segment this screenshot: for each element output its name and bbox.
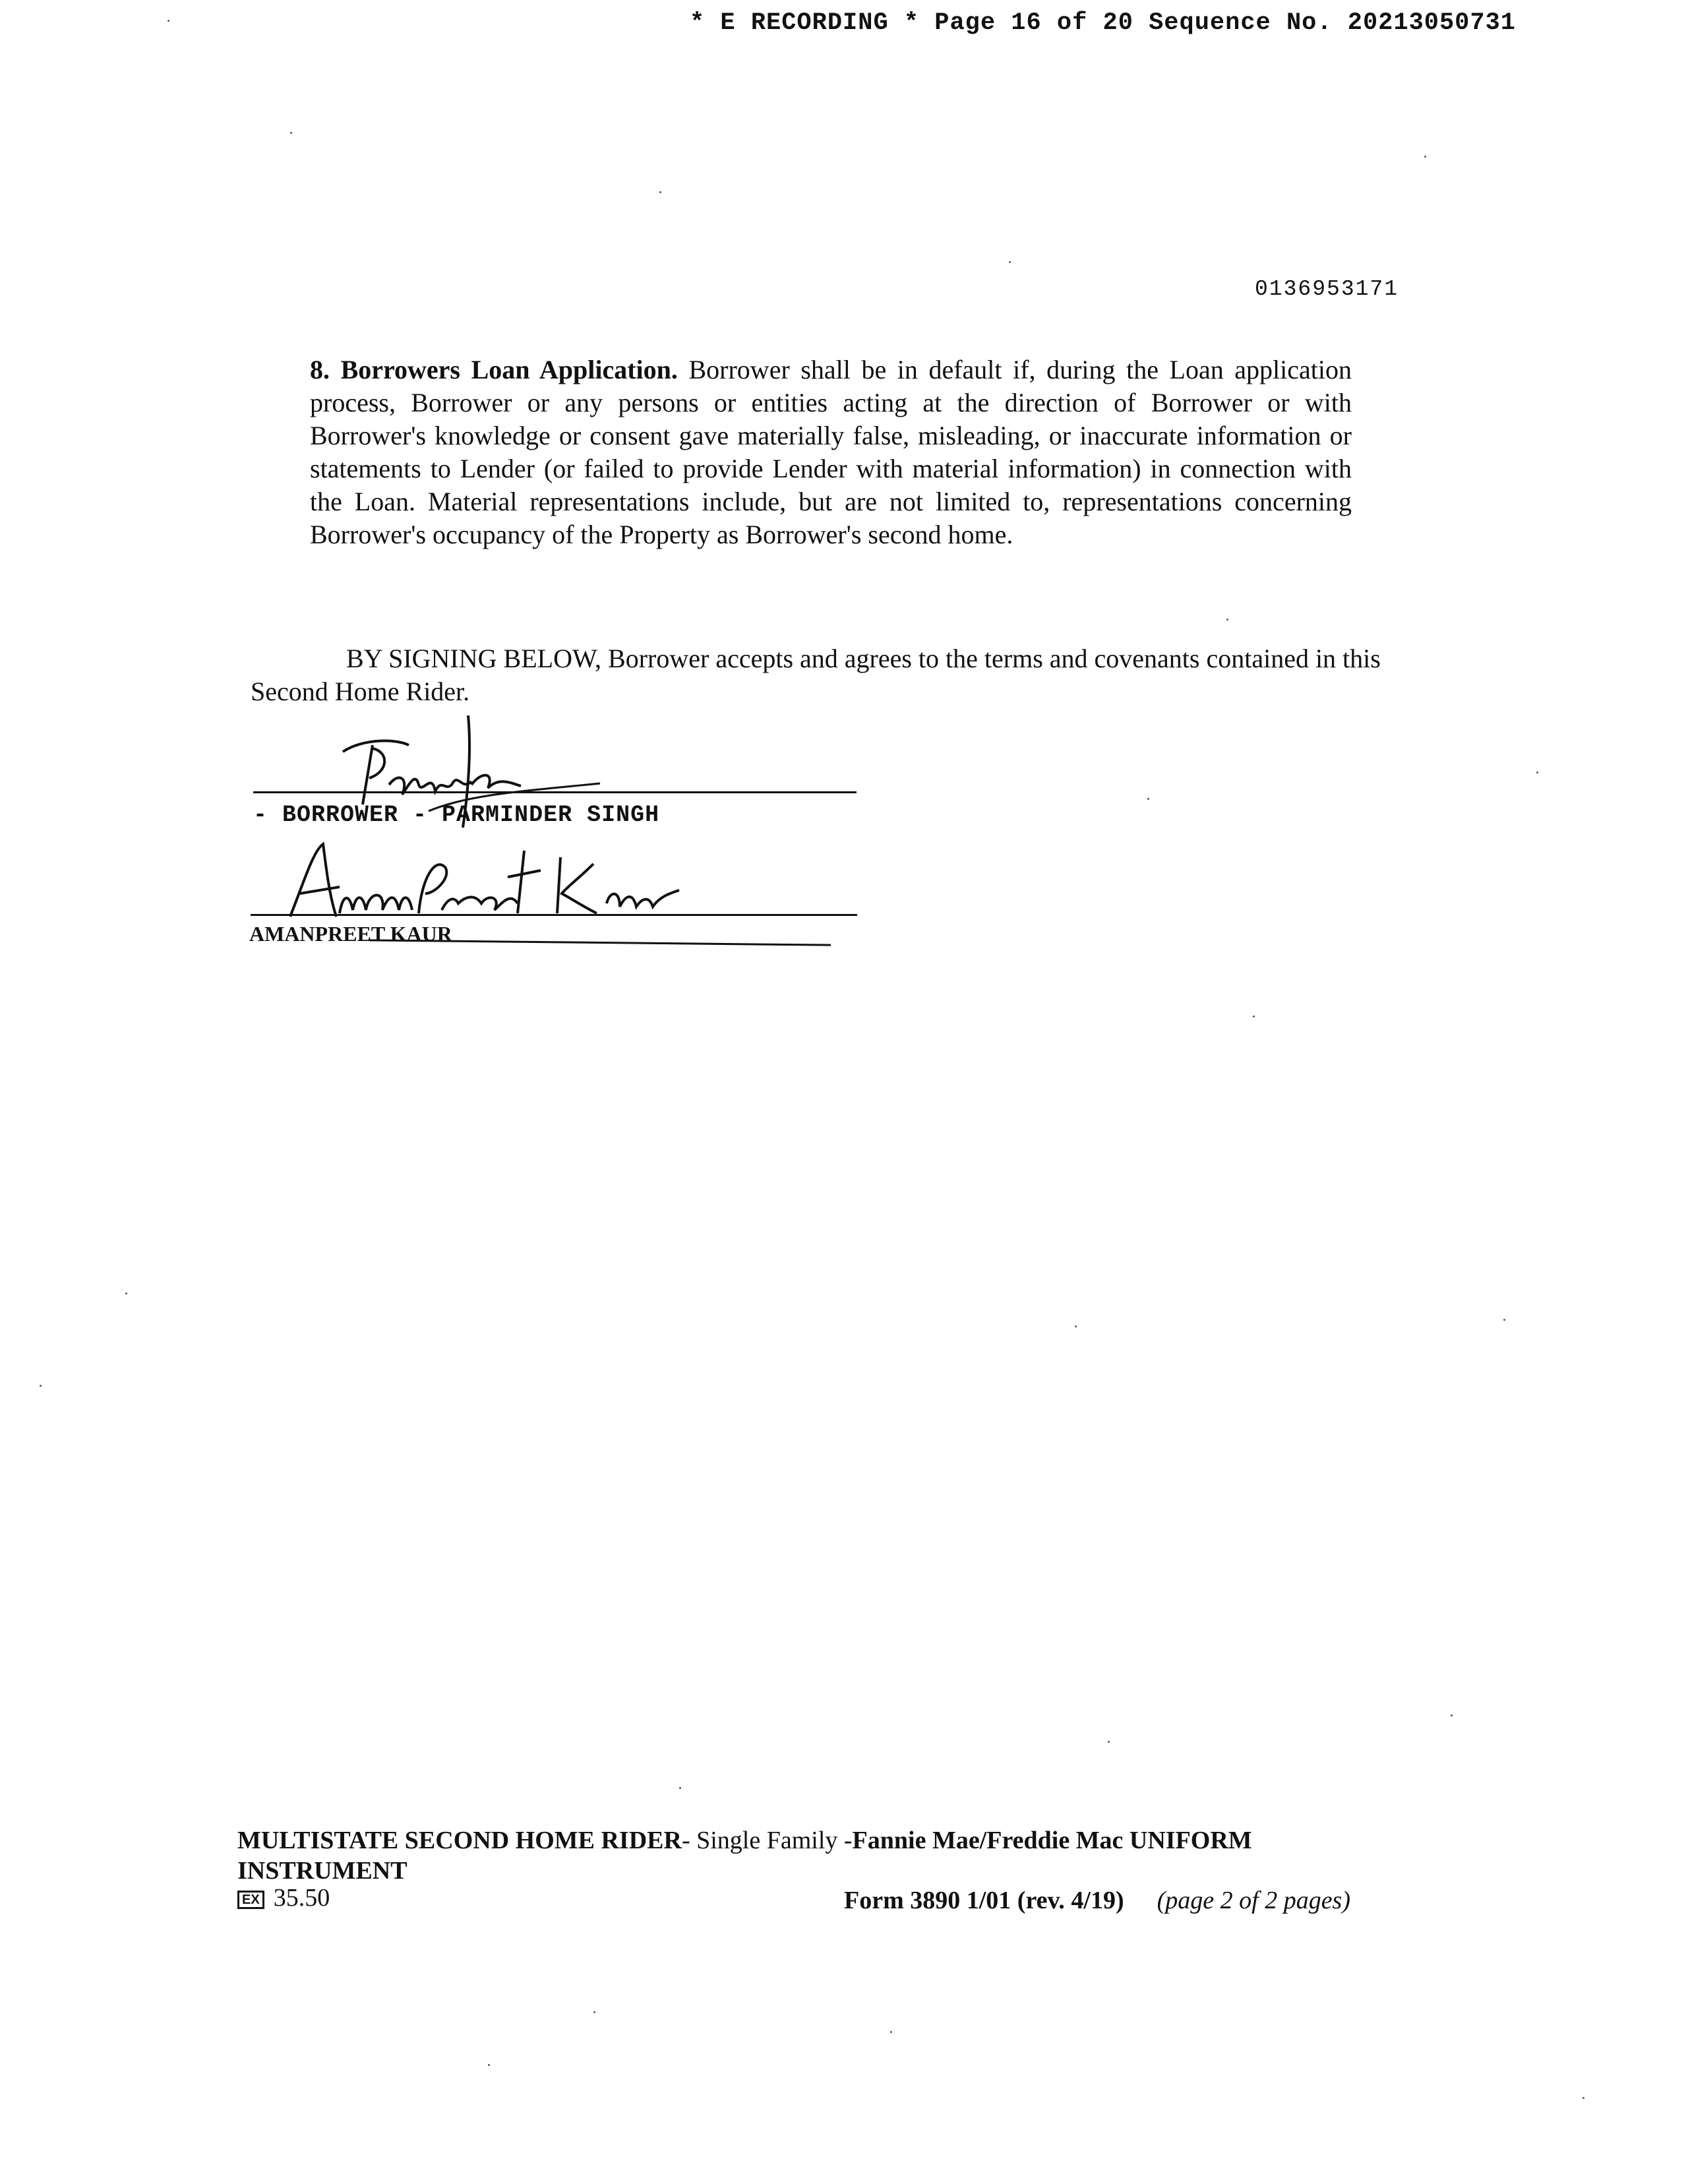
scan-speck [679,1787,681,1789]
scan-speck [1536,772,1538,774]
signature-label-parminder-singh: - BORROWER - PARMINDER SINGH [253,802,660,828]
scan-speck [1424,156,1426,158]
footer-title: MULTISTATE SECOND HOME RIDER- Single Family -Fannie Mae/Freddie Mac UNIFORM INSTRUMENT [237,1827,1252,1885]
section-8-heading: 8. Borrowers Loan Application. [310,355,678,384]
section-8-body: Borrower shall be in default if, during the Loan application process, Borrower or any persons or entities acting at the direction of Borrower or with Borrower's knowledge or consent gave materially false, misleading, or inaccurate information or statements to Lender (or failed to provide Lender with material information) in connection with the Loan. Material representations include, but are not limited to, representations concerning Borrower's occupancy of the Property as Borrower's second home. [310,355,1352,549]
scan-speck [593,2011,595,2013]
scan-speck [1451,1714,1453,1716]
signature-label-amanpreet-kaur: AMANPREET KAUR [249,922,452,946]
scan-speck [290,132,292,134]
scan-speck [488,2064,490,2066]
scan-speck [1009,261,1011,263]
signing-statement-paragraph [251,642,1411,708]
scan-speck [1503,1319,1505,1321]
scan-speck [1226,619,1228,621]
scan-speck [1253,1016,1255,1017]
scan-speck [659,191,661,193]
footer-code-number: 35.50 [273,1884,330,1912]
signature-line-2 [251,914,857,916]
section-8-paragraph [310,353,1352,551]
signature-line-1 [253,791,857,793]
page-info: (page 2 of 2 pages) [1157,1887,1350,1914]
scan-speck [167,20,169,22]
scan-speck [40,1385,42,1387]
scan-speck [890,2031,892,2033]
loan-number: 0136953171 [1255,277,1399,301]
recording-header: * E RECORDING * Page 16 of 20 Sequence No. 20213050731 [690,9,1516,37]
scan-speck [1582,2097,1584,2099]
footer-code [237,1883,330,1912]
scan-speck [1075,1325,1077,1327]
scan-speck [1147,798,1149,800]
signing-statement: BY SIGNING BELOW, Borrower accepts and agrees to the terms and covenants contained in this Second Home Rider. [251,644,1381,706]
ex-badge: EX [237,1891,264,1909]
form-number: Form 3890 1/01 (rev. 4/19) [844,1887,1124,1914]
scan-speck [1108,1741,1110,1743]
scan-speck [125,1292,127,1294]
footer-form-info [844,1886,1350,1915]
